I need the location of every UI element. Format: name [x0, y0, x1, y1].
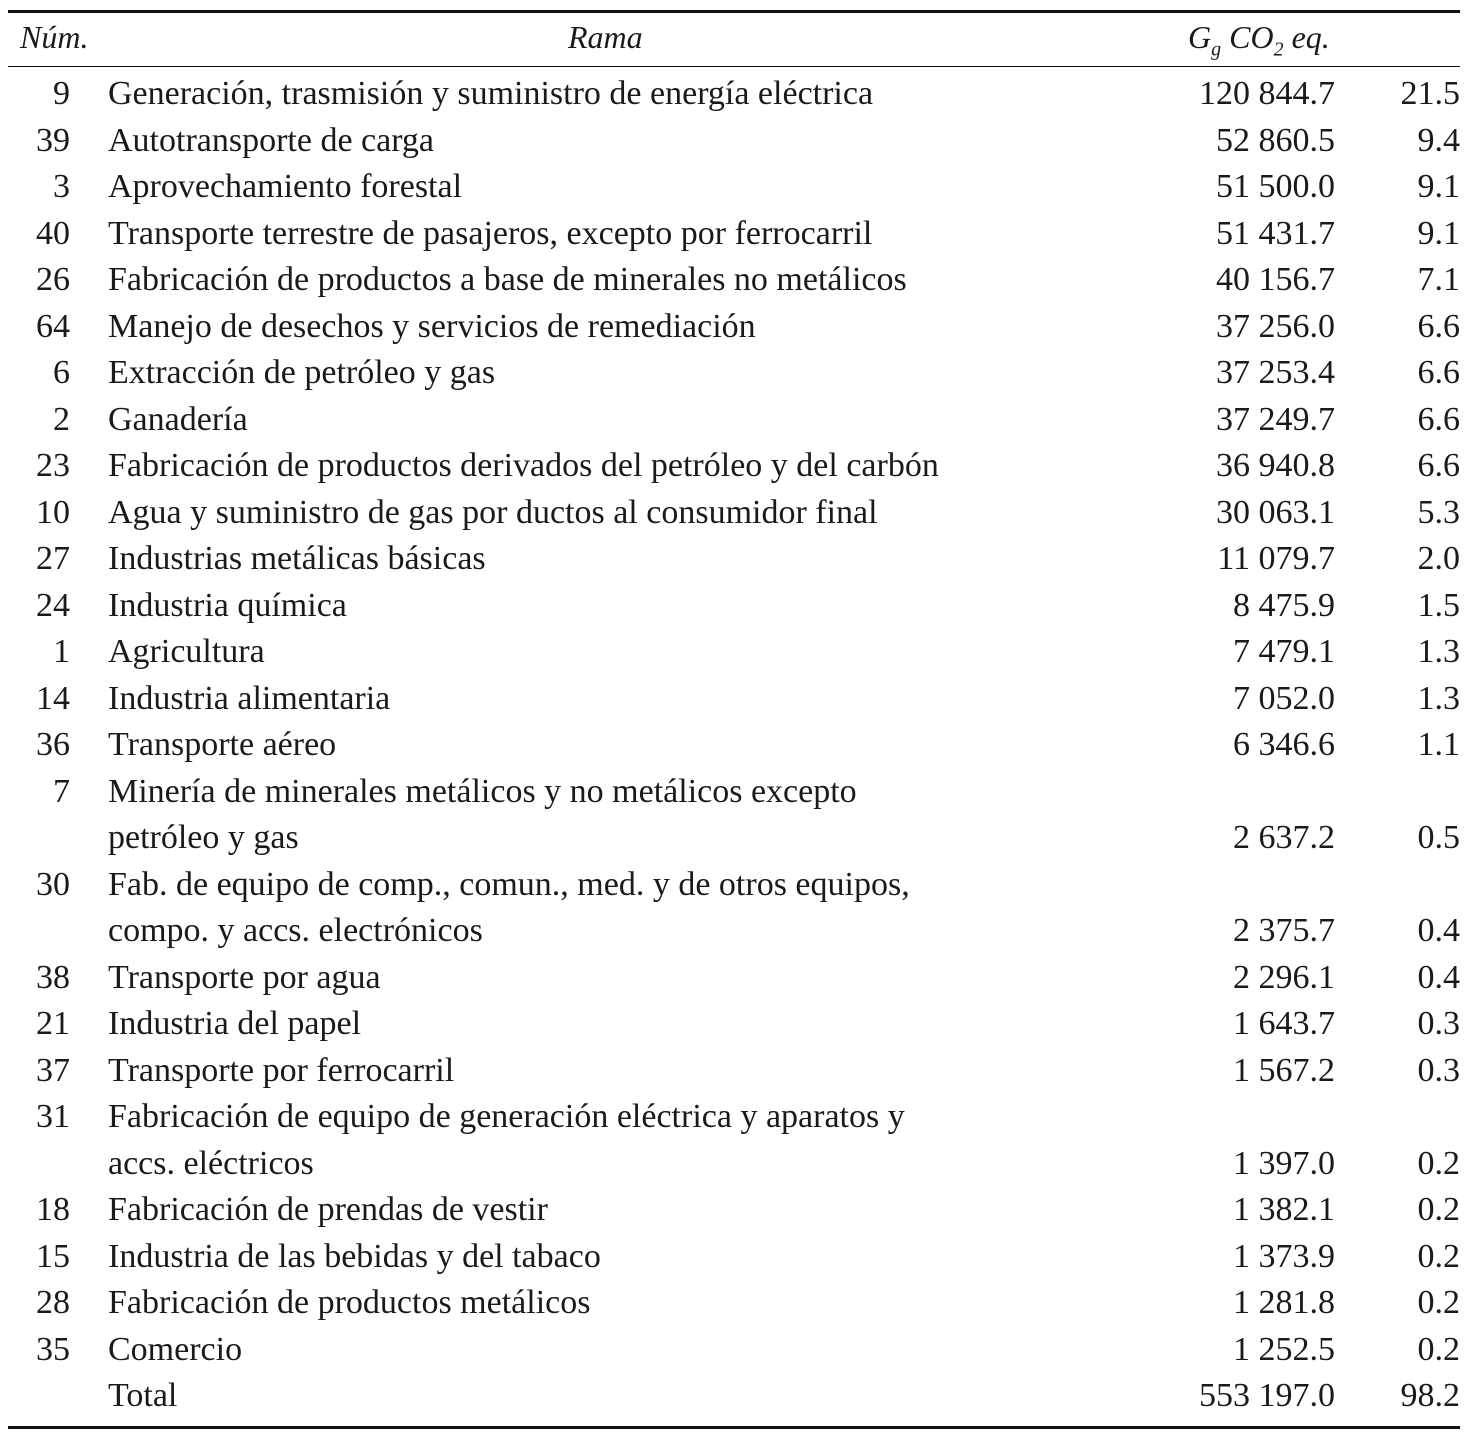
row-num: 2: [53, 400, 70, 438]
row-rama: [108, 629, 265, 676]
row-rama-line1: Industria alimentaria: [108, 679, 391, 717]
table-row: [8, 1234, 1460, 1281]
row-percent: 7.1: [1417, 261, 1460, 298]
row-percent: 0.4: [1417, 958, 1460, 996]
row-percent: 6.6: [1417, 354, 1460, 391]
row-rama: [108, 862, 910, 955]
row-rama: [108, 583, 347, 630]
row-rama-line1: Industrias metálicas básicas: [108, 540, 486, 577]
row-value: 1 567.2: [1233, 1051, 1335, 1089]
row-percent: 6.6: [1417, 447, 1460, 484]
row-value: 52 860.5: [1216, 121, 1335, 159]
row-percent: 98.2: [1400, 1377, 1460, 1414]
row-num: 18: [36, 1191, 70, 1228]
row-percent: 0.5: [1417, 819, 1460, 856]
row-num: 1: [53, 633, 70, 670]
row-rama-line2: petróleo y gas: [108, 819, 299, 856]
row-rama-line1: Minería de minerales metálicos y no metálicos excepto: [108, 772, 857, 810]
row-num: 37: [36, 1051, 70, 1089]
table-row: [8, 769, 1460, 862]
row-rama-line1: Agua y suministro de gas por ductos al consumidor final: [108, 493, 878, 531]
table-row: [8, 350, 1460, 397]
row-num: 15: [36, 1237, 70, 1275]
row-rama: [108, 257, 907, 304]
row-percent: 0.3: [1417, 1005, 1460, 1042]
row-rama: [108, 1327, 242, 1374]
row-rama: [108, 955, 381, 1002]
row-value: 40 156.7: [1216, 261, 1335, 298]
row-rama: [108, 118, 434, 165]
row-percent: 9.4: [1417, 121, 1460, 159]
row-value: 1 382.1: [1233, 1191, 1335, 1228]
row-rama: [108, 1234, 601, 1281]
table-row: [8, 397, 1460, 444]
row-value: 37 256.0: [1216, 307, 1335, 345]
row-num: 36: [36, 726, 70, 763]
row-rama-line2: compo. y accs. electrónicos: [108, 912, 483, 949]
row-rama: [108, 397, 248, 444]
row-rama-line1: Ganadería: [108, 400, 248, 438]
table-row: [8, 211, 1460, 258]
row-rama: [108, 164, 462, 211]
row-num: 23: [36, 447, 70, 484]
row-num: 30: [36, 865, 70, 903]
row-value: 30 063.1: [1216, 493, 1335, 531]
row-num: 35: [36, 1330, 70, 1368]
row-num: 7: [53, 772, 70, 810]
row-value: 2 637.2: [1233, 819, 1335, 856]
row-percent: 9.1: [1417, 214, 1460, 252]
row-percent: 1.1: [1417, 726, 1460, 763]
row-num: 9: [53, 75, 70, 112]
row-percent: 5.3: [1417, 493, 1460, 531]
row-rama: [108, 1280, 590, 1327]
row-rama-line1: Fabricación de productos a base de minerales no metálicos: [108, 261, 907, 298]
table-row: [8, 676, 1460, 723]
row-rama-line1: Total: [108, 1377, 178, 1414]
table-row: [8, 722, 1460, 769]
row-percent: 6.6: [1417, 307, 1460, 345]
table-row: [8, 304, 1460, 351]
row-rama: [108, 350, 495, 397]
row-percent: 1.3: [1417, 633, 1460, 670]
table-row: [8, 955, 1460, 1002]
row-num: 10: [36, 493, 70, 531]
row-rama-line1: Agricultura: [108, 633, 265, 670]
row-rama-line1: Generación, trasmisión y suministro de energía eléctrica: [108, 75, 874, 112]
row-rama-line1: Fabricación de productos metálicos: [108, 1284, 591, 1321]
row-value: 1 643.7: [1233, 1005, 1335, 1042]
row-rama-line1: Fabricación de prendas de vestir: [108, 1191, 548, 1228]
row-rama: [108, 1094, 905, 1187]
row-num: 39: [36, 121, 70, 159]
row-rama: [108, 304, 756, 351]
row-num: 38: [36, 958, 70, 996]
bottom-rule: [8, 1426, 1460, 1429]
table-row: [8, 118, 1460, 165]
row-percent: 0.4: [1417, 912, 1460, 949]
row-num: 64: [36, 307, 70, 345]
table-header: [8, 13, 1460, 66]
row-percent: 0.2: [1417, 1237, 1460, 1275]
row-num: 28: [36, 1284, 70, 1321]
row-percent: 1.5: [1417, 586, 1460, 624]
row-rama: [108, 71, 873, 118]
table-row: [8, 443, 1460, 490]
emissions-table: [8, 10, 1460, 1429]
row-value: 1 397.0: [1233, 1144, 1335, 1182]
row-rama-line1: Fabricación de equipo de generación eléctrica y aparatos y: [108, 1098, 905, 1135]
row-rama: [108, 769, 857, 862]
row-value: 8 475.9: [1233, 586, 1335, 624]
row-rama-line1: Industria química: [108, 586, 347, 624]
row-value: 553 197.0: [1199, 1377, 1335, 1414]
table-row: [8, 536, 1460, 583]
table-row: [8, 257, 1460, 304]
row-num: 3: [53, 168, 70, 205]
row-rama-line1: Industria de las bebidas y del tabaco: [108, 1237, 601, 1275]
table-row: [8, 583, 1460, 630]
row-num: 27: [36, 540, 70, 577]
row-rama: [108, 1048, 454, 1095]
table-row: [8, 1327, 1460, 1374]
row-value: 37 253.4: [1216, 354, 1335, 391]
row-percent: 1.3: [1417, 679, 1460, 717]
total-row: [8, 1373, 1460, 1420]
row-value: 37 249.7: [1216, 400, 1335, 438]
table-row: [8, 862, 1460, 955]
header-rama: Rama: [568, 19, 643, 55]
table-row: [8, 629, 1460, 676]
row-rama-line1: Autotransporte de carga: [108, 121, 435, 159]
row-value: 2 296.1: [1233, 958, 1335, 996]
header-value: $G_g$ $CO_2$ eq.: [1188, 19, 1330, 61]
row-rama-line1: Fabricación de productos derivados del petróleo y del carbón: [108, 447, 939, 484]
row-rama: [108, 490, 878, 537]
row-value: 1 252.5: [1233, 1330, 1335, 1368]
row-num: 40: [36, 214, 70, 252]
table-row: [8, 1187, 1460, 1234]
row-percent: 0.3: [1417, 1051, 1460, 1089]
header-num: Núm.: [20, 19, 89, 55]
row-percent: 0.2: [1417, 1330, 1460, 1368]
row-rama-line1: Transporte terrestre de pasajeros, excepto por ferrocarril: [108, 214, 873, 252]
row-rama-line1: Manejo de desechos y servicios de remediación: [108, 307, 756, 345]
row-rama: [108, 676, 390, 723]
table-row: [8, 1001, 1460, 1048]
row-percent: 2.0: [1417, 540, 1460, 577]
table-row: [8, 1280, 1460, 1327]
row-rama: [108, 211, 872, 258]
row-rama-line1: Transporte aéreo: [108, 726, 337, 763]
row-value: 7 479.1: [1233, 633, 1335, 670]
row-rama: [108, 443, 939, 490]
row-num: 24: [36, 586, 70, 624]
row-rama: [108, 1001, 361, 1048]
row-value: 1 281.8: [1233, 1284, 1335, 1321]
row-rama-line1: Extracción de petróleo y gas: [108, 354, 496, 391]
row-value: 36 940.8: [1216, 447, 1335, 484]
table-row: [8, 1048, 1460, 1095]
row-value: 120 844.7: [1199, 75, 1335, 112]
row-rama-line1: Transporte por agua: [108, 958, 381, 996]
row-value: 11 079.7: [1217, 540, 1335, 577]
row-percent: 9.1: [1417, 168, 1460, 205]
row-rama: [108, 722, 336, 769]
row-num: 21: [36, 1005, 70, 1042]
row-rama-line1: Aprovechamiento forestal: [108, 168, 463, 205]
row-percent: 6.6: [1417, 400, 1460, 438]
row-rama-line1: Comercio: [108, 1330, 243, 1368]
row-value: 51 500.0: [1216, 168, 1335, 205]
row-percent: 0.2: [1417, 1191, 1460, 1228]
row-percent: 0.2: [1417, 1284, 1460, 1321]
table-body: [8, 67, 1460, 1426]
row-value: 7 052.0: [1233, 679, 1335, 717]
row-value: 2 375.7: [1233, 912, 1335, 949]
row-num: 14: [36, 679, 70, 717]
row-rama: [108, 1187, 548, 1234]
table-row: [8, 71, 1460, 118]
row-rama: [108, 536, 486, 583]
table-row: [8, 164, 1460, 211]
row-value: 1 373.9: [1233, 1237, 1335, 1275]
row-rama-line2: accs. eléctricos: [108, 1144, 314, 1182]
row-num: 31: [36, 1098, 70, 1135]
row-percent: 0.2: [1417, 1144, 1460, 1182]
row-rama: [108, 1373, 177, 1420]
row-percent: 21.5: [1400, 75, 1460, 112]
row-value: 6 346.6: [1233, 726, 1335, 763]
row-value: 51 431.7: [1216, 214, 1335, 252]
row-rama-line1: Fab. de equipo de comp., comun., med. y de otros equipos,: [108, 865, 910, 903]
row-rama-line1: Industria del papel: [108, 1005, 362, 1042]
row-rama-line1: Transporte por ferrocarril: [108, 1051, 455, 1089]
row-num: 6: [53, 354, 70, 391]
table-row: [8, 490, 1460, 537]
row-num: 26: [36, 261, 70, 298]
table-row: [8, 1094, 1460, 1187]
